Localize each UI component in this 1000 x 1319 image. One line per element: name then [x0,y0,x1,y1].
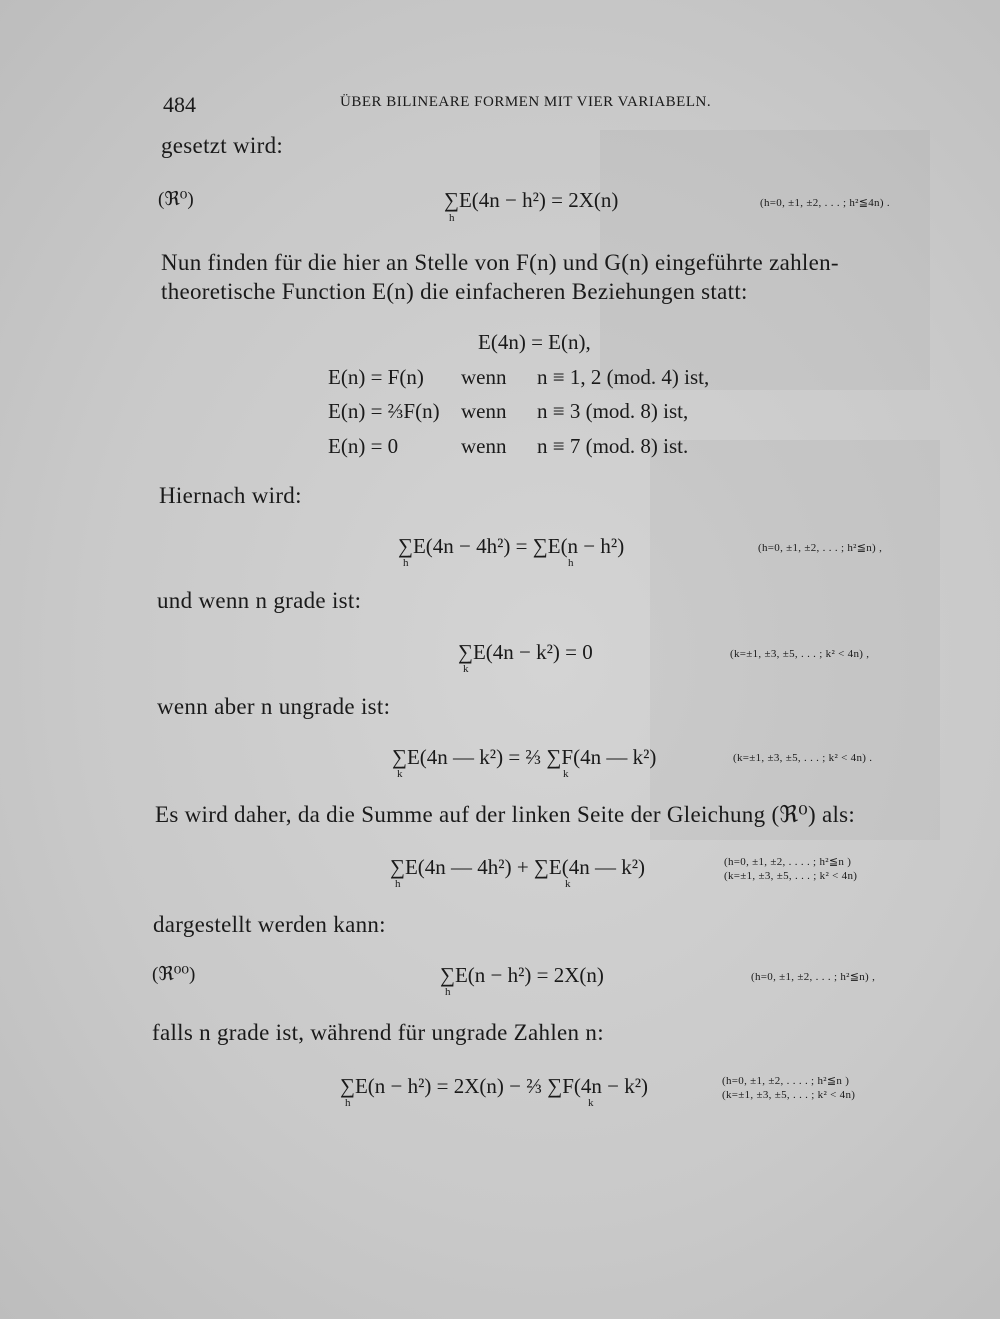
summation-index: h [568,557,574,569]
equation-condition: (k=±1, ±3, ±5, . . . ; k² < 4n) . [733,752,873,764]
equation: E(n) = ⅔F(n) [328,399,440,423]
running-title: ÜBER BILINEARE FORMEN MIT VIER VARIABELN. [340,94,712,110]
summation-index: k [565,878,571,890]
equation: ∑E(4n − 4h²) = ∑E(n − h²) [398,534,625,558]
equation-label: (ℜ⁰⁰) [152,964,196,985]
summation-index: k [397,768,403,780]
equation: ∑E(n − h²) = 2X(n) [440,963,604,987]
equation-label: (ℜ⁰) [158,189,194,210]
text-line: wenn aber n ungrade ist: [157,694,391,719]
equation-condition: (k=±1, ±3, ±5, . . . ; k² < 4n) , [730,648,870,660]
show-through-shadow [650,440,940,840]
equation: n ≡ 1, 2 (mod. 4) ist, [537,365,710,389]
summation-index: h [345,1097,351,1109]
text-line: Nun finden für die hier an Stelle von F(n) und G(n) eingeführte zahlen- [161,250,839,275]
summation-index: h [449,212,455,224]
summation-index: h [395,878,401,890]
summation-index: k [563,768,569,780]
equation-condition: (h=0, ±1, ±2, . . . ; h²≦n) , [758,542,883,554]
equation: E(4n) = E(n), [478,330,591,354]
summation-index: k [588,1097,594,1109]
equation-condition: (h=0, ±1, ±2, . . . ; h²≦4n) . [760,197,890,209]
text-line: Es wird daher, da die Summe auf der linken Seite der Gleichung (ℜ⁰) als: [155,802,856,827]
equation: ∑E(4n − h²) = 2X(n) [444,188,619,212]
equation: n ≡ 7 (mod. 8) ist. [537,434,689,458]
equation: n ≡ 3 (mod. 8) ist, [537,399,689,423]
page-number: 484 [163,92,196,117]
equation: E(n) = 0 [328,434,399,458]
equation: E(n) = F(n) [328,365,424,389]
text-line: gesetzt wird: [161,133,284,158]
equation: wenn [461,434,507,458]
equation: wenn [461,365,507,389]
equation: ∑E(4n — 4h²) + ∑E(4n — k²) [390,855,646,879]
equation: ∑E(n − h²) = 2X(n) − ⅔ ∑F(4n − k²) [340,1074,649,1098]
equation-condition: (h=0, ±1, ±2, . . . . ; h²≦n ) [724,856,852,868]
text-line: theoretische Function E(n) die einfacheren Beziehungen statt: [161,279,748,304]
equation-condition: (k=±1, ±3, ±5, . . . ; k² < 4n) [724,870,858,882]
equation: wenn [461,399,507,423]
summation-index: k [463,663,469,675]
equation-condition: (h=0, ±1, ±2, . . . . ; h²≦n ) [722,1075,850,1087]
text-line: dargestellt werden kann: [153,912,386,937]
text-line: und wenn n grade ist: [157,588,362,613]
text-line: falls n grade ist, während für ungrade Zahlen n: [152,1020,604,1045]
summation-index: h [445,986,451,998]
text-line: Hiernach wird: [159,483,302,508]
equation-condition: (k=±1, ±3, ±5, . . . ; k² < 4n) [722,1089,856,1101]
summation-index: h [403,557,409,569]
equation: ∑E(4n — k²) = ⅔ ∑F(4n — k²) [392,745,657,769]
equation: ∑E(4n − k²) = 0 [458,640,593,664]
equation-condition: (h=0, ±1, ±2, . . . ; h²≦n) , [751,971,876,983]
